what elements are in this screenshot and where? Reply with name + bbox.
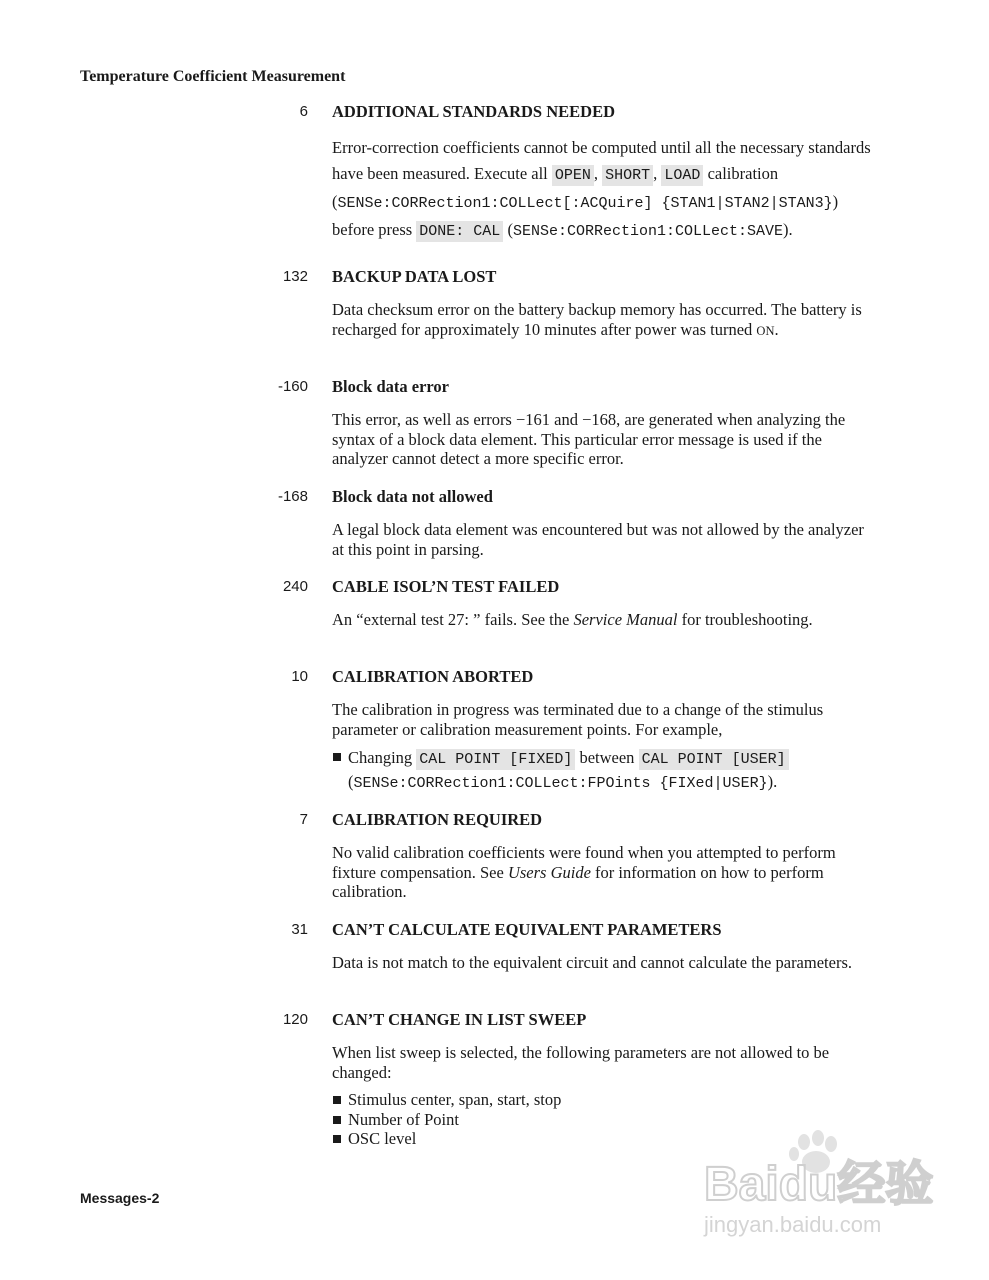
body-text: ). [767, 772, 778, 791]
body-text: When list sweep is selected, the following parameters are not allowed to be changed: [332, 1043, 830, 1082]
message-code: 132 [282, 268, 308, 285]
watermark-url: jingyan.baidu.com [704, 1212, 882, 1237]
guide-reference: Users Guide [507, 862, 591, 882]
message-title: Block data error [332, 377, 450, 396]
small-caps-on: ON [756, 323, 775, 338]
body-text: Data is not match to the equivalent circuit and cannot calculate the parameters. [332, 953, 852, 972]
body-text: ). [782, 220, 793, 239]
message-body [332, 700, 872, 795]
message-code: 7 [299, 811, 308, 828]
body-text: , [593, 164, 599, 183]
message-body [332, 300, 872, 341]
bullet-list [332, 747, 872, 795]
message-code: -160 [277, 378, 308, 395]
message-title: ADDITIONAL STANDARDS NEEDED [332, 102, 615, 121]
softkey-cal-point-user: CAL POINT [USER] [639, 749, 789, 770]
body-text: , [653, 164, 658, 183]
message-title: CALIBRATION REQUIRED [332, 810, 543, 829]
message-code: -168 [277, 488, 308, 505]
list-item: Number of Point [332, 1110, 872, 1130]
body-text: A legal block data element was encountered but was not allowed by the analyzer at this point in parsing. [332, 520, 864, 559]
body-text: for information on how to perform calibration. [332, 862, 824, 901]
scpi-command: SENSe:CORRection1:COLLect:FPOints {FIXed|USER} [353, 775, 768, 792]
message-title: Block data not allowed [332, 487, 493, 506]
softkey-cal-point-fixed: CAL POINT [FIXED] [416, 749, 575, 770]
body-text: Error-correction coefficients cannot be computed until all the necessary standards have been measured. Execute all [332, 138, 871, 183]
body-text: Changing [348, 748, 417, 767]
message-body [332, 520, 872, 559]
message-body [332, 135, 872, 245]
softkey-done-cal: DONE: CAL [416, 221, 503, 242]
message-body [332, 843, 872, 902]
message-title: CALIBRATION ABORTED [332, 667, 534, 686]
body-text: between [575, 748, 639, 767]
scpi-command: SENSe:CORRection1:COLLect[:ACQuire] {STAN1|STAN2|STAN3} [337, 195, 833, 212]
body-text: The calibration in progress was terminated due to a change of the stimulus parameter or calibration measurement points. For example, [332, 700, 824, 739]
page-number: Messages-2 [80, 1190, 160, 1206]
message-title: CAN’T CALCULATE EQUIVALENT PARAMETERS [332, 920, 722, 939]
message-body [332, 610, 872, 630]
message-code: 240 [282, 578, 308, 595]
message-body [332, 410, 872, 469]
message-title: CAN’T CHANGE IN LIST SWEEP [332, 1010, 587, 1029]
softkey-open: OPEN [552, 165, 594, 186]
softkey-short: SHORT [602, 165, 653, 186]
page-header-title: Temperature Coefficient Measurement [80, 68, 346, 85]
body-text: . [774, 319, 779, 339]
body-text: No valid calibration coefficients were found when you attempted to perform fixture compensation. See [332, 843, 836, 882]
message-code: 6 [299, 103, 308, 120]
list-item: OSC level [332, 1129, 872, 1149]
body-text: ( [348, 772, 354, 791]
baidu-watermark [700, 1130, 940, 1240]
message-title: CABLE ISOL’N TEST FAILED [332, 577, 560, 596]
message-code: 31 [291, 921, 308, 938]
body-text: This error, as well as errors −161 and −168, are generated when analyzing the syntax of a block data element. This particular error message is used if the analyzer cannot detect a more specific error. [332, 410, 846, 468]
softkey-load: LOAD [661, 165, 703, 186]
manual-reference: Service Manual [573, 610, 678, 629]
body-text: ) before press [332, 192, 839, 239]
body-text: for troubleshooting. [677, 610, 813, 629]
body-text: Data checksum error on the battery backup memory has occurred. The battery is recharged for approximately 10 minutes after power was turned [332, 300, 862, 339]
list-item: Stimulus center, span, start, stop [332, 1090, 872, 1110]
watermark-logo: Baidu经验 [704, 1158, 934, 1211]
body-text: ( [507, 220, 513, 239]
message-code: 10 [291, 668, 308, 685]
message-title: BACKUP DATA LOST [332, 267, 497, 286]
scpi-command: SENSe:CORRection1:COLLect:SAVE [512, 223, 783, 240]
message-code: 120 [282, 1011, 308, 1028]
list-item [332, 747, 872, 795]
body-text: An “external test 27: ” fails. See the [332, 610, 574, 629]
message-body [332, 953, 872, 973]
body-text: calibration ( [332, 164, 779, 211]
